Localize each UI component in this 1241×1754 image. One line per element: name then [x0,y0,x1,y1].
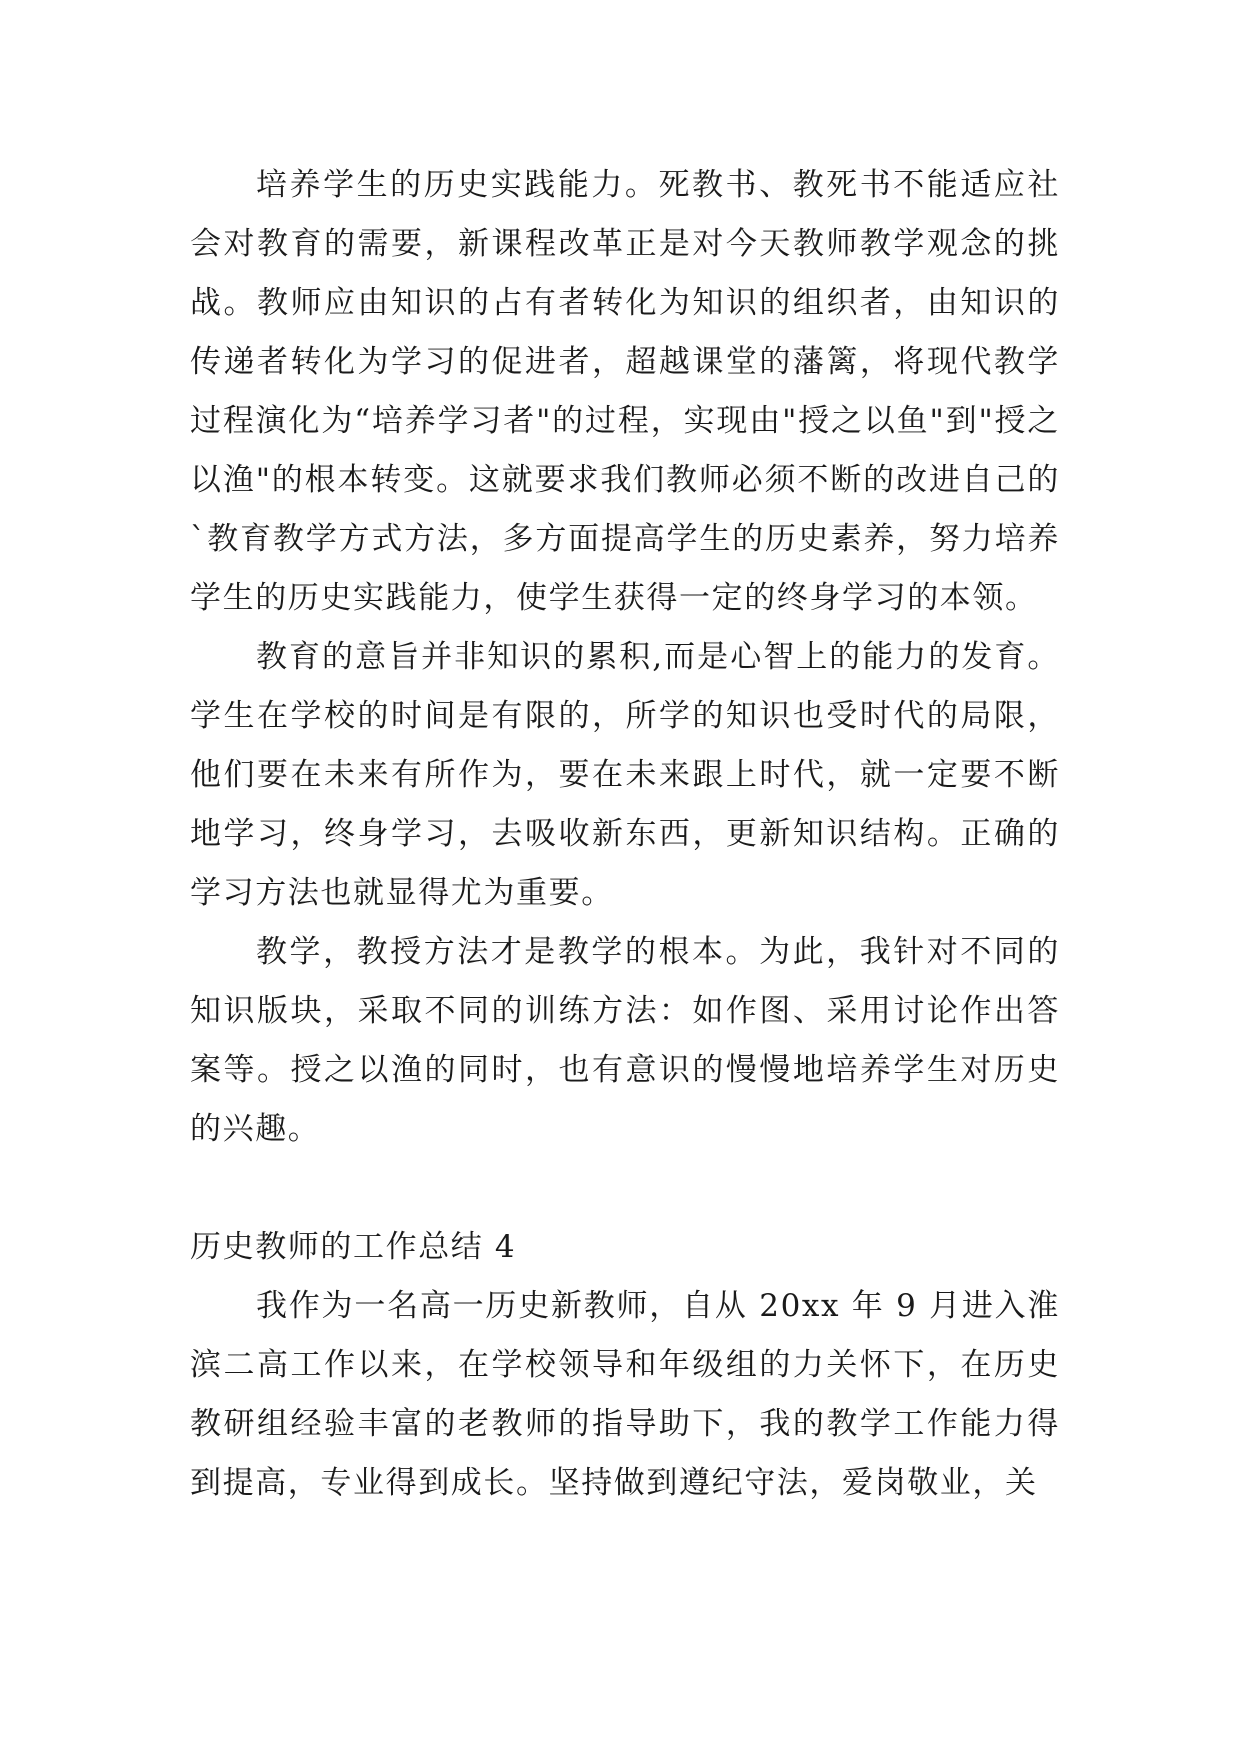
paragraph-3: 教学，教授方法才是教学的根本。为此，我针对不同的知识版块，采取不同的训练方法：如作图、采用讨论作出答案等。授之以渔的同时，也有意识的慢慢地培养学生对历史的兴趣。 [190,934,1060,1147]
paragraph-2: 教育的意旨并非知识的累积,而是心智上的能力的发育。学生在学校的时间是有限的，所学的知识也受时代的局限，他们要在未来有所作为，要在未来跟上时代，就一定要不断地学习，终身学习，去吸收新东西，更新知识结构。正确的学习方法也就显得尤为重要。 [190,639,1060,911]
paragraph-1: 培养学生的历史实践能力。死教书、教死书不能适应社会对教育的需要，新课程改革正是对今天教师教学观念的挑战。教师应由知识的占有者转化为知识的组织者，由知识的传递者转化为学习的促进者，超越课堂的藩篱，将现代教学过程演化为“培养学习者"的过程，实现由"授之以鱼"到"授之以渔"的根本转变。这就要求我们教师必须不断的改进自己的`教育教学方式方法，多方面提高学生的历史素养，努力培养学生的历史实践能力，使学生获得一定的终身学习的本领。 [190,167,1060,616]
section-heading: 历史教师的工作总结 4 [190,1229,517,1265]
document-body [190,156,1060,1513]
paragraph-4: 我作为一名高一历史新教师，自从 20xx 年 9 月进入淮滨二高工作以来，在学校领导和年级组的力关怀下，在历史教研组经验丰富的老教师的指导助下，我的教学工作能力得到提高，专业得到成长。坚持做到遵纪守法，爱岗敬业，关 [190,1288,1060,1501]
